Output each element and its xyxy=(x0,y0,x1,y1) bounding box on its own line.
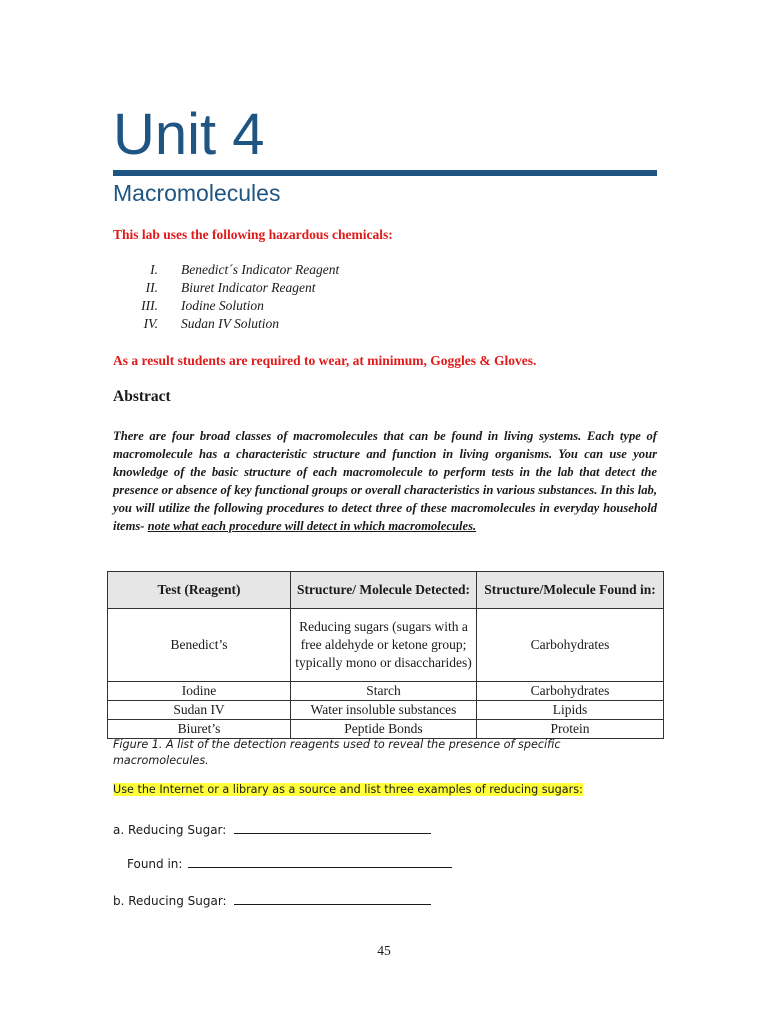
column-header: Structure/ Molecule Detected: xyxy=(291,572,477,609)
reducing-sugar-b-blank[interactable] xyxy=(234,890,431,905)
table-cell: Peptide Bonds xyxy=(291,720,477,739)
chemical-name: Iodine Solution xyxy=(181,298,264,313)
field-label: b. Reducing Sugar: xyxy=(113,894,227,908)
table-header-row xyxy=(108,572,664,609)
chemical-numeral: III. xyxy=(141,298,158,313)
table-cell: Water insoluble substances xyxy=(291,701,477,720)
table-row xyxy=(108,701,664,720)
table-cell: Biuret’s xyxy=(108,720,291,739)
abstract-heading: Abstract xyxy=(113,388,171,405)
table-cell: Carbohydrates xyxy=(477,682,664,701)
reagents-table xyxy=(107,571,664,739)
table-cell: Sudan IV xyxy=(108,701,291,720)
highlighted-prompt: Use the Internet or a library as a source and list three examples of reducing sugars: xyxy=(113,783,583,796)
field-label: Found in: xyxy=(127,857,183,871)
page-subtitle: Macromolecules xyxy=(113,180,281,206)
reducing-sugar-prompt xyxy=(113,781,583,799)
chemical-numeral: II. xyxy=(145,280,158,295)
reducing-sugar-a-blank[interactable] xyxy=(234,819,431,834)
page-number: 45 xyxy=(377,943,391,958)
table-cell: Lipids xyxy=(477,701,664,720)
table-cell: Reducing sugars (sugars with a free aldehyde or ketone group; typically mono or disaccharides) xyxy=(291,609,477,682)
table-cell: Protein xyxy=(477,720,664,739)
found-in-a-blank[interactable] xyxy=(188,853,452,868)
reducing-sugar-b xyxy=(113,890,431,910)
found-in-a xyxy=(127,853,452,873)
table-cell: Starch xyxy=(291,682,477,701)
column-header: Test (Reagent) xyxy=(108,572,291,609)
chemical-numeral: I. xyxy=(150,262,158,277)
abstract-body: There are four broad classes of macromolecules that can be found in living systems. Each type of macromolecule has a characteristic structure and function in living organisms. You can use your knowledge of the basic structure of each macromolecule to perform tests in the lab that detect the presence or absence of key functional groups or overall characteristics in various substances. In this lab, you will utilize the following procedures to detect three of these macromolecules in everyday household items- xyxy=(113,429,657,533)
field-label: a. Reducing Sugar: xyxy=(113,823,227,837)
chemical-name: Benedict´s Indicator Reagent xyxy=(181,262,340,277)
safety-requirement: As a result students are required to wear, at minimum, Goggles & Gloves. xyxy=(113,353,537,368)
unit-title: Unit 4 xyxy=(113,102,265,167)
column-header: Structure/Molecule Found in: xyxy=(477,572,664,609)
chemical-name: Sudan IV Solution xyxy=(181,316,280,331)
chemical-numeral: IV. xyxy=(143,316,158,331)
table-cell: Carbohydrates xyxy=(477,609,664,682)
chemical-name: Biuret Indicator Reagent xyxy=(181,280,316,295)
abstract-text xyxy=(113,427,657,535)
title-rule xyxy=(113,170,657,176)
table-row xyxy=(108,609,664,682)
figure-caption: Figure 1. A list of the detection reagents used to reveal the presence of specific macromolecules. xyxy=(113,738,561,767)
table-row xyxy=(108,682,664,701)
table-cell: Benedict’s xyxy=(108,609,291,682)
table-row xyxy=(108,720,664,739)
table-cell: Iodine xyxy=(108,682,291,701)
reducing-sugar-a xyxy=(113,819,431,839)
abstract-underlined-note: note what each procedure will detect in which macromolecules. xyxy=(147,519,477,533)
hazard-intro: This lab uses the following hazardous chemicals: xyxy=(113,227,393,242)
